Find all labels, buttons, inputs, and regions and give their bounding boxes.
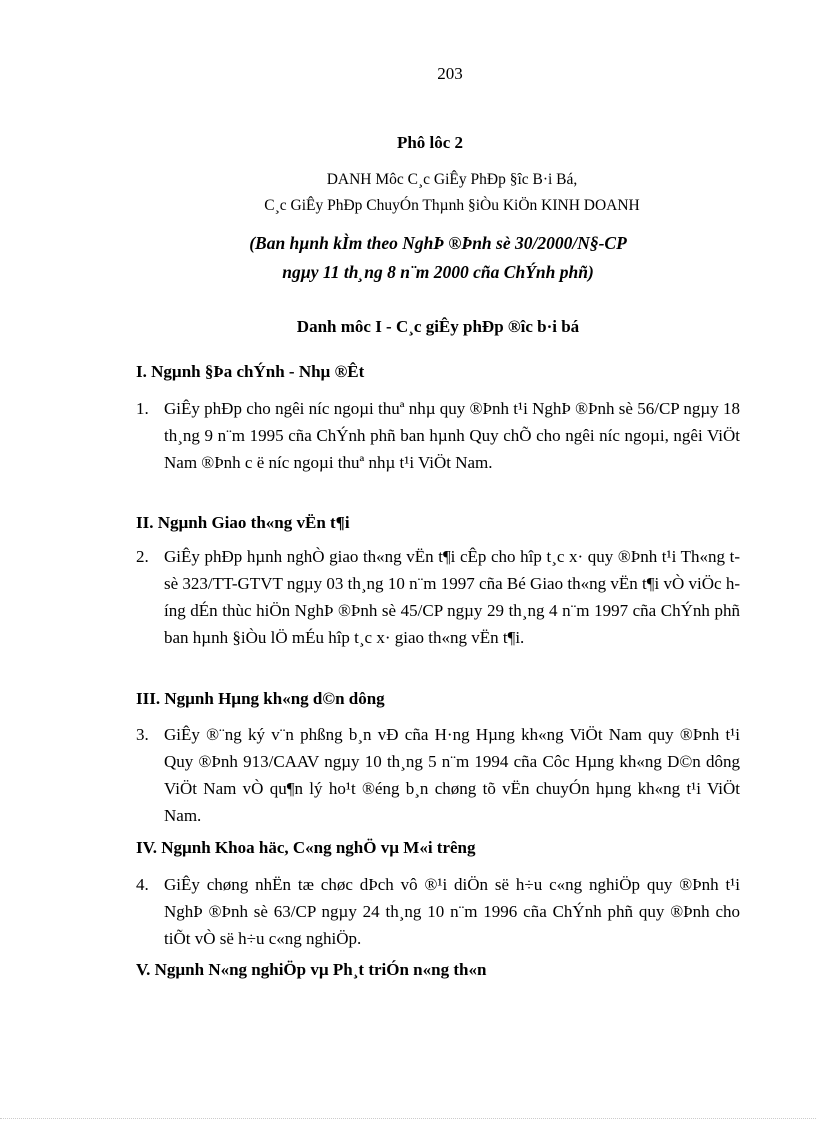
list-item — [136, 395, 740, 476]
section-heading: III. Ngµnh Hµng kh«ng d©n dông — [136, 689, 385, 708]
item-number: 2. — [136, 547, 149, 566]
item-number: 4. — [136, 875, 149, 894]
page-bottom-divider — [0, 1118, 816, 1119]
appendix-title: Phô lôc 2 — [396, 133, 464, 152]
section-heading: II. Ngµnh Giao th«ng vËn t¶i — [136, 513, 350, 532]
page-number: 203 — [437, 64, 463, 83]
decree-reference-line: ngµy 11 th¸ng 8 n¨m 2000 cña ChÝnh phñ) — [282, 262, 594, 282]
section-heading: IV. Ngµnh Khoa häc, C«ng nghÖ vµ M«i trêng — [136, 838, 476, 857]
item-text: GiÊy phÐp hµnh nghÒ giao th«ng vËn t¶i cÊp cho hîp t¸c x· quy ®Þnh t¹i Th«ng t sè 323/TT-GTVT ngµy 03 th¸ng 10 n¨m 1997 cña Bé Giao th«ng vËn t¶i vÒ viÖc híng dÉn thùc hiÖn NghÞ ®Þnh sè 45/CP ngµy 29 th¸ng 4 n¨m 1997 cña ChÝnh phñ ban hµnh §iÒu lÖ mÉu hîp t¸c x· giao th«ng vËn t¶i. — [164, 547, 740, 647]
item-number: 3. — [136, 725, 149, 744]
subtitle-line: DANH Môc C¸c GiÊy PhÐp §îc B·i Bá, — [326, 171, 578, 188]
section-heading: I. Ngµnh §Þa chÝnh - Nhµ ®Êt — [136, 362, 365, 381]
subtitle-line: C¸c GiÊy PhÐp ChuyÓn Thµnh §iÒu KiÖn KINH DOANH — [264, 197, 640, 214]
item-text: GiÊy phÐp cho ngêi níc ngoµi thuª nhµ quy ®Þnh t¹i NghÞ ®Þnh sè 56/CP ngµy 18 th¸ng 9 n¨m 1995 cña ChÝnh phñ ban hµnh Quy chÕ cho ngêi níc ngoµi, ngêi ViÖt Nam ®Þnh c ë níc ngoµi thuª nhµ t¹i ViÖt Nam. — [164, 399, 740, 472]
decree-reference-line: (Ban hµnh kÌm theo NghÞ ®Þnh sè 30/2000/N§-CP — [249, 233, 627, 253]
list-item — [136, 721, 740, 829]
list-item — [136, 543, 740, 651]
list-item — [136, 871, 740, 952]
list-heading: Danh môc I - C¸c giÊy phÐp ®îc b·i bá — [296, 317, 580, 336]
item-text: GiÊy chøng nhËn tæ chøc dÞch vô ®¹i diÖn së h÷u c«ng nghiÖp quy ®Þnh t¹i NghÞ ®Þnh sè 63/CP ngµy 24 th¸ng 10 n¨m 1996 cña ChÝnh phñ quy ®Þnh cho tiÕt vÒ së h÷u c«ng nghiÖp. — [164, 875, 740, 948]
section-heading: V. Ngµnh N«ng nghiÖp vµ Ph¸t triÓn n«ng th«n — [136, 960, 487, 979]
item-text: GiÊy ®¨ng ký v¨n phßng b¸n vÐ cña H·ng Hµng kh«ng ViÖt Nam quy ®Þnh t¹i Quy ®Þnh 913/CAAV ngµy 10 th¸ng 5 n¨m 1994 cña Côc Hµng kh«ng D©n dông ViÖt Nam vÒ qu¶n lý ho¹t ®éng b¸n chøng tõ vËn chuyÓn hµng kh«ng t¹i ViÖt Nam. — [164, 725, 740, 825]
item-number: 1. — [136, 399, 149, 418]
